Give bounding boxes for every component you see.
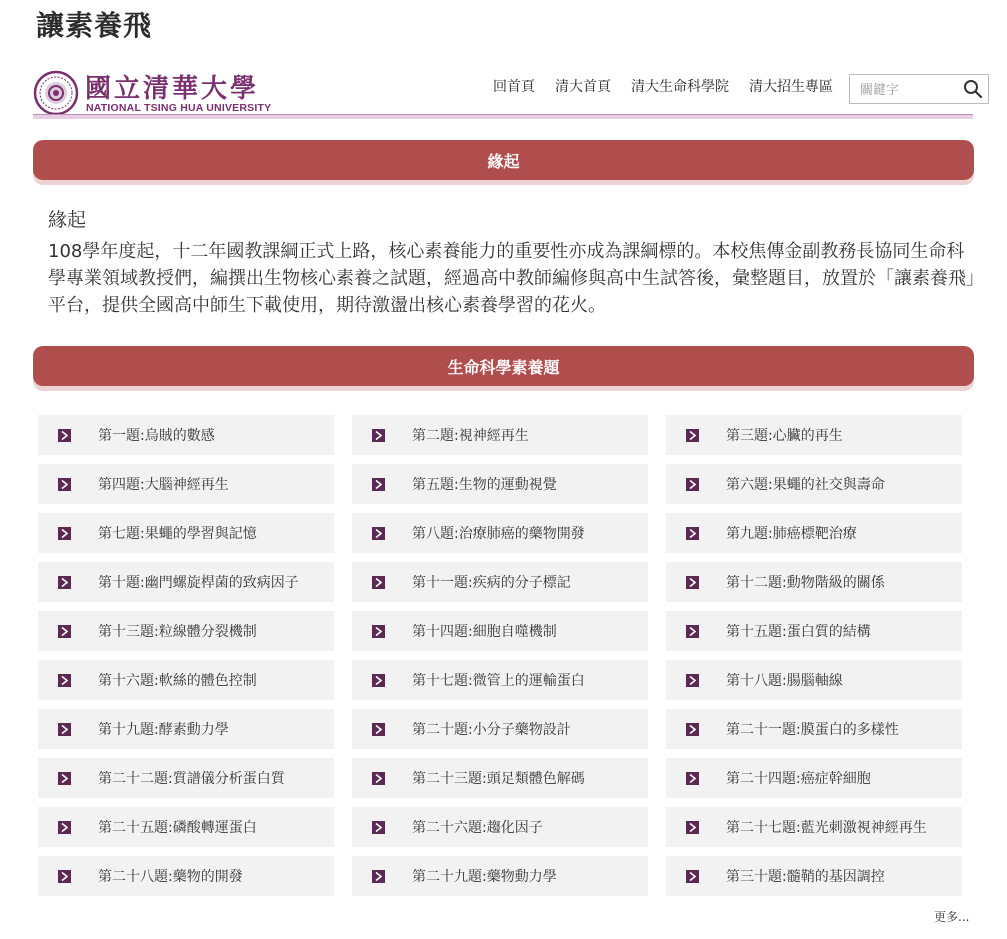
topic-card-label: 第七題:果蠅的學習與記憶 xyxy=(98,526,257,542)
topic-card-label: 第十題:幽門螺旋桿菌的致病因子 xyxy=(98,575,299,591)
search-input[interactable] xyxy=(858,79,958,101)
topic-card[interactable] xyxy=(352,415,648,455)
topic-card-label: 第二十題:小分子藥物設計 xyxy=(412,722,571,738)
chevron-right-icon xyxy=(686,625,699,638)
chevron-right-icon xyxy=(686,870,699,883)
topic-card[interactable] xyxy=(38,464,334,504)
topic-card-label: 第二十七題:藍光刺激視神經再生 xyxy=(726,820,927,836)
topic-card-label: 第二題:視神經再生 xyxy=(412,428,529,444)
topic-card[interactable] xyxy=(38,807,334,847)
chevron-right-icon xyxy=(372,625,385,638)
origin-banner: 緣起 xyxy=(33,140,974,180)
topic-card[interactable] xyxy=(666,660,962,700)
topic-card[interactable] xyxy=(666,611,962,651)
topic-card[interactable] xyxy=(666,513,962,553)
topic-card[interactable] xyxy=(666,415,962,455)
chevron-right-icon xyxy=(686,429,699,442)
topic-card[interactable] xyxy=(38,758,334,798)
topic-card-label: 第二十一題:膜蛋白的多樣性 xyxy=(726,722,899,738)
university-logo[interactable] xyxy=(33,70,273,112)
topic-card-label: 第十九題:酵素動力學 xyxy=(98,722,229,738)
topic-grid xyxy=(38,415,962,896)
chevron-right-icon xyxy=(58,478,71,491)
chevron-right-icon xyxy=(372,821,385,834)
more-link[interactable]: 更多... xyxy=(934,910,970,924)
topic-card-label: 第八題:治療肺癌的藥物開發 xyxy=(412,526,585,542)
topic-card[interactable] xyxy=(38,660,334,700)
university-seal-icon xyxy=(33,70,79,116)
topic-card-label: 第一題:烏賊的數感 xyxy=(98,428,215,444)
chevron-right-icon xyxy=(58,429,71,442)
topic-card-label: 第十七題:微管上的運輸蛋白 xyxy=(412,673,585,689)
topic-card[interactable] xyxy=(38,562,334,602)
topic-card[interactable] xyxy=(38,709,334,749)
chevron-right-icon xyxy=(372,674,385,687)
top-nav xyxy=(493,77,853,97)
topic-card-label: 第三題:心臟的再生 xyxy=(726,428,843,444)
topic-card[interactable] xyxy=(352,562,648,602)
topic-card-label: 第六題:果蠅的社交與壽命 xyxy=(726,477,885,493)
chevron-right-icon xyxy=(372,723,385,736)
topic-card-label: 第二十五題:磷酸轉運蛋白 xyxy=(98,820,257,836)
topic-card[interactable] xyxy=(352,758,648,798)
site-title: 讓素養飛 xyxy=(36,9,153,42)
logo-chinese-name: 國立清華大學 xyxy=(85,74,260,104)
chevron-right-icon xyxy=(58,576,71,589)
topic-card[interactable] xyxy=(352,856,648,896)
topic-card-label: 第十一題:疾病的分子標記 xyxy=(412,575,571,591)
nav-life-science-link[interactable]: 清大生命科學院 xyxy=(631,79,729,95)
chevron-right-icon xyxy=(58,723,71,736)
topic-card-label: 第四題:大腦神經再生 xyxy=(98,477,229,493)
topic-card[interactable] xyxy=(666,758,962,798)
topic-card-label: 第二十二題:質譜儀分析蛋白質 xyxy=(98,771,285,787)
site-header xyxy=(33,66,973,114)
chevron-right-icon xyxy=(686,576,699,589)
nav-home-link[interactable]: 回首頁 xyxy=(493,79,535,95)
topic-card-label: 第二十六題:趨化因子 xyxy=(412,820,543,836)
chevron-right-icon xyxy=(372,576,385,589)
topics-banner: 生命科學素養題 xyxy=(33,346,974,386)
topic-card[interactable] xyxy=(666,856,962,896)
topic-card[interactable] xyxy=(352,709,648,749)
chevron-right-icon xyxy=(372,429,385,442)
nav-nthu-home-link[interactable]: 清大首頁 xyxy=(555,79,611,95)
topic-card[interactable] xyxy=(352,807,648,847)
topic-card[interactable] xyxy=(38,415,334,455)
chevron-right-icon xyxy=(58,870,71,883)
chevron-right-icon xyxy=(686,674,699,687)
chevron-right-icon xyxy=(686,478,699,491)
topic-card-label: 第十五題:蛋白質的結構 xyxy=(726,624,871,640)
chevron-right-icon xyxy=(372,478,385,491)
topic-card-label: 第十六題:軟絲的體色控制 xyxy=(98,673,257,689)
topic-card[interactable] xyxy=(38,611,334,651)
chevron-right-icon xyxy=(686,772,699,785)
topic-card[interactable] xyxy=(38,856,334,896)
topic-card-label: 第十三題:粒線體分裂機制 xyxy=(98,624,257,640)
topic-card[interactable] xyxy=(352,513,648,553)
topic-card[interactable] xyxy=(38,513,334,553)
chevron-right-icon xyxy=(372,527,385,540)
topic-card-label: 第九題:肺癌標靶治療 xyxy=(726,526,857,542)
topic-card[interactable] xyxy=(666,464,962,504)
logo-english-name: NATIONAL TSING HUA UNIVERSITY xyxy=(86,102,272,114)
chevron-right-icon xyxy=(58,772,71,785)
topic-card[interactable] xyxy=(352,660,648,700)
search-box xyxy=(849,74,989,104)
topic-card-label: 第二十八題:藥物的開發 xyxy=(98,869,243,885)
topic-card-label: 第二十三題:頭足類體色解碼 xyxy=(412,771,585,787)
origin-heading: 緣起 xyxy=(48,209,87,231)
topic-card-label: 第十八題:腸腦軸線 xyxy=(726,673,843,689)
topic-card[interactable] xyxy=(666,709,962,749)
chevron-right-icon xyxy=(686,527,699,540)
header-divider xyxy=(33,114,973,119)
chevron-right-icon xyxy=(58,674,71,687)
chevron-right-icon xyxy=(58,625,71,638)
topic-card-label: 第二十四題:癌症幹細胞 xyxy=(726,771,871,787)
origin-text: 108學年度起，十二年國教課綱正式上路，核心素養能力的重要性亦成為課綱標的。本校焦傳金副教務長協同生命科學專業領域教授們，編撰出生物核心素養之試題，經過高中教師編修與高中生試答後，彙整題目，放置於「讓素養飛」平台，提供全國高中師生下載使用，期待激盪出核心素養學習的花火。 xyxy=(48,241,975,316)
chevron-right-icon xyxy=(372,772,385,785)
topic-card-label: 第十四題:細胞自噬機制 xyxy=(412,624,557,640)
chevron-right-icon xyxy=(58,821,71,834)
topic-card-label: 第五題:生物的運動視覺 xyxy=(412,477,557,493)
topic-card[interactable] xyxy=(666,562,962,602)
topic-card-label: 第十二題:動物階級的關係 xyxy=(726,575,885,591)
chevron-right-icon xyxy=(686,821,699,834)
chevron-right-icon xyxy=(372,870,385,883)
search-icon xyxy=(962,78,984,100)
search-button[interactable] xyxy=(962,78,984,100)
nav-admissions-link[interactable]: 清大招生專區 xyxy=(749,79,833,95)
topic-card[interactable] xyxy=(352,464,648,504)
topic-card[interactable] xyxy=(352,611,648,651)
chevron-right-icon xyxy=(686,723,699,736)
topic-card-label: 第三十題:髓鞘的基因調控 xyxy=(726,869,885,885)
topic-card-label: 第二十九題:藥物動力學 xyxy=(412,869,557,885)
topic-card[interactable] xyxy=(666,807,962,847)
chevron-right-icon xyxy=(58,527,71,540)
